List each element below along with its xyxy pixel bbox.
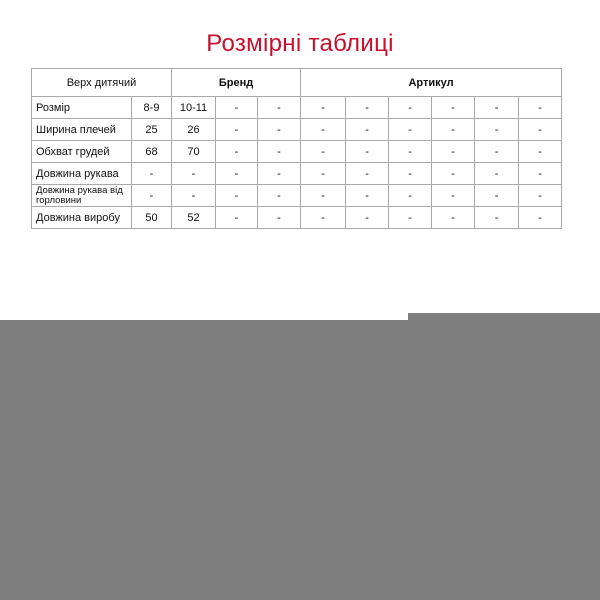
table-cell: - [258,185,301,207]
table-row [32,207,562,229]
table-cell: 50 [132,207,172,229]
brand-label: Бренд [172,69,301,97]
table-cell: - [475,141,519,163]
table-cell: - [258,141,301,163]
table-cell: - [432,185,475,207]
table-cell: 70 [172,141,216,163]
table-cell: - [216,119,258,141]
row-label: Ширина плечей [32,119,132,141]
article-label: Артикул [301,69,562,97]
table-cell: - [519,163,562,185]
table-cell: - [432,163,475,185]
table-cell: - [475,97,519,119]
row-label: Розмір [32,97,132,119]
table-cell: - [519,185,562,207]
table-cell: - [346,97,389,119]
table-cell: 8-9 [132,97,172,119]
table-cell: - [346,119,389,141]
table-cell: - [132,163,172,185]
table-cell: - [132,185,172,207]
table-cell: - [216,97,258,119]
row-label: Довжина рукава від горловини [32,185,132,207]
table-cell: - [172,163,216,185]
table-cell: - [519,141,562,163]
table-cell: - [389,207,432,229]
table-cell: - [432,97,475,119]
table-cell: - [216,185,258,207]
table-cell: 68 [132,141,172,163]
table-cell: - [216,207,258,229]
table-cell: - [519,119,562,141]
table-cell: 10-11 [172,97,216,119]
table-cell: - [519,97,562,119]
row-label: Обхват грудей [32,141,132,163]
table-cell: - [519,207,562,229]
table-row [32,163,562,185]
table-cell: - [258,97,301,119]
gray-block-notch [408,313,600,320]
table-row [32,185,562,207]
table-cell: - [389,185,432,207]
table-header-row [32,69,562,97]
table-cell: - [346,163,389,185]
table-cell: - [475,163,519,185]
table-cell: - [475,207,519,229]
row-label: Довжина виробу [32,207,132,229]
table-cell: - [346,141,389,163]
table-body [32,97,562,229]
table-cell: - [216,141,258,163]
table-cell: - [432,119,475,141]
table-cell: - [389,163,432,185]
table-cell: 25 [132,119,172,141]
table-cell: - [432,141,475,163]
table-cell: - [389,119,432,141]
page-title: Розмірні таблиці [206,30,394,57]
table-cell: 26 [172,119,216,141]
table-row [32,141,562,163]
table-cell: - [301,207,346,229]
gray-block [0,320,600,600]
table-row [32,97,562,119]
table-cell: - [346,185,389,207]
row-label: Довжина рукава [32,163,132,185]
table-cell: - [258,207,301,229]
table-cell: - [475,185,519,207]
table-row [32,119,562,141]
table-cell: - [172,185,216,207]
table-cell: - [301,163,346,185]
section-label: Верх дитячий [32,69,172,97]
table-cell: - [475,119,519,141]
table-cell: - [301,141,346,163]
table-cell: 52 [172,207,216,229]
table-cell: - [389,97,432,119]
table-cell: - [216,163,258,185]
table-cell: - [301,119,346,141]
size-table [31,68,562,229]
table-cell: - [432,207,475,229]
table-cell: - [346,207,389,229]
table-cell: - [258,163,301,185]
table-cell: - [389,141,432,163]
table-cell: - [301,97,346,119]
table-cell: - [301,185,346,207]
table-cell: - [258,119,301,141]
